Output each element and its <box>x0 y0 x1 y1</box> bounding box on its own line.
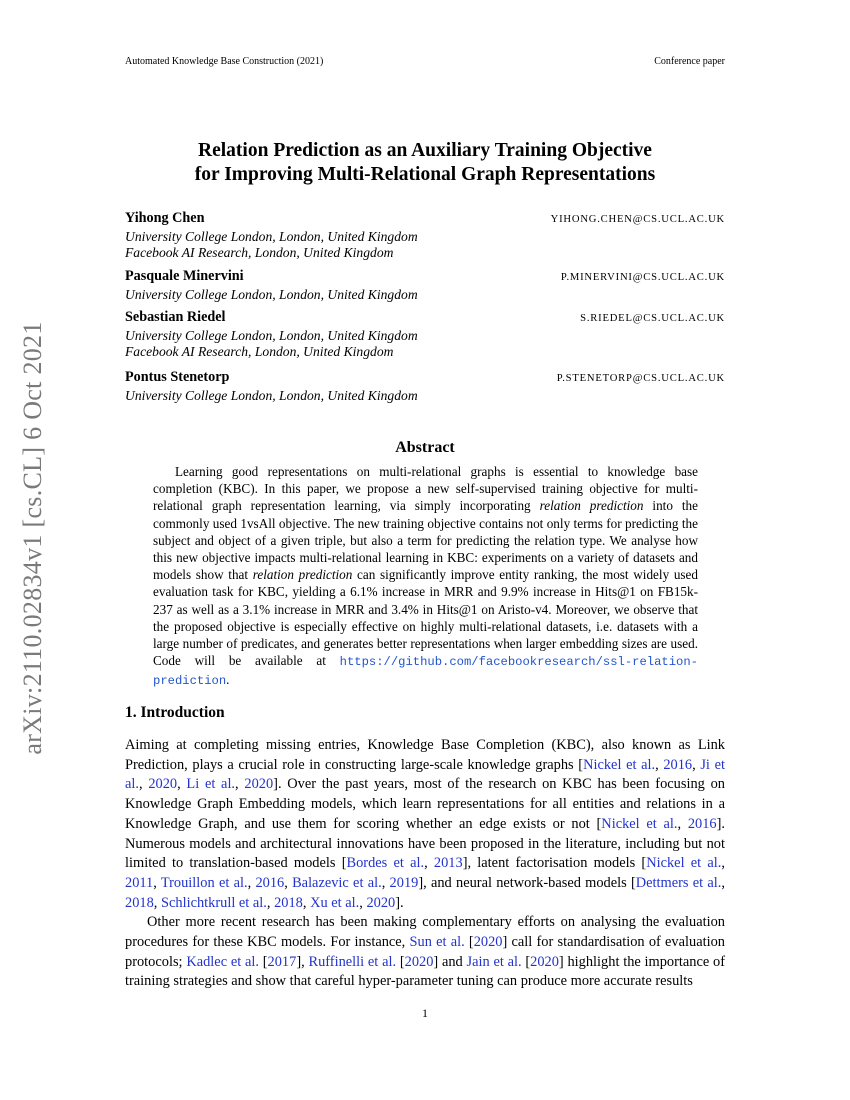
author-affiliation: University College London, London, United Kingdom <box>125 286 418 302</box>
author-email: S.RIEDEL@CS.UCL.AC.UK <box>580 313 725 324</box>
citation-link[interactable]: Nickel et al. <box>583 756 656 773</box>
intro-paragraph-1 <box>125 736 725 913</box>
text: , <box>138 776 149 793</box>
text: ]. Numerous models and architectural innovations have been proposed in the literature, including but not limited to translation-based models [ <box>125 815 725 872</box>
author-name: Yihong Chen <box>125 210 205 226</box>
text: , <box>359 894 367 911</box>
text: , <box>692 756 701 773</box>
author-name: Pontus Stenetorp <box>125 369 230 385</box>
text: , <box>177 776 187 793</box>
author-block-1 <box>125 210 725 262</box>
citation-link[interactable]: Jain et al. <box>466 953 522 970</box>
citation-link[interactable]: Ji et al. <box>125 756 725 793</box>
code-url-link[interactable]: https://github.com/facebookresearch/ssl-relation-prediction <box>153 655 698 689</box>
citation-link[interactable]: 2020 <box>473 934 503 951</box>
citation-link[interactable]: 2020 <box>530 953 559 970</box>
citation-link[interactable]: Bordes et al. <box>346 855 425 872</box>
citation-link[interactable]: 2018 <box>274 894 303 911</box>
citation-link[interactable]: 2020 <box>366 894 396 911</box>
text: , <box>677 815 688 832</box>
section-heading: 1. Introduction <box>125 704 225 721</box>
citation-link[interactable]: Kadlec et al. <box>186 953 259 970</box>
text: Aiming at completing missing entries, Knowledge Base Completion (KBC), also known as Link Prediction, plays a crucial role in constructing large-scale knowledge graphs [ <box>125 737 725 773</box>
citation-link[interactable]: Sun et al. <box>409 934 465 951</box>
abstract-part: can significantly improve entity ranking, the most widely used evaluation task for KBC, yielding a 6.1% increase in MRR and 9.9% increase in Hits@1 on FB15k-237 as well as a 3.1% increase in MRR and 3.4% in Hits@1 on Aristo-v4. Moreover, we observe that the proposed objective is especially effective on highly multi-relational datasets, i.e. datasets with a large number of predicates, and generates better representations when larger embedding sizes are used. Code will be available at <box>153 567 698 669</box>
citation-link[interactable]: Nickel et al. <box>646 855 722 872</box>
author-block-4 <box>125 369 725 404</box>
author-affiliation: Facebook AI Research, London, United Kingdom <box>125 245 394 260</box>
citation-link[interactable]: 2020 <box>244 776 274 793</box>
citation-link[interactable]: 2011 <box>125 874 154 891</box>
arxiv-stamp <box>16 303 50 773</box>
citation-link[interactable]: Ruffinelli et al. <box>308 953 397 970</box>
author-block-2 <box>125 268 725 303</box>
text: ] call for standardisation of evaluation protocols; <box>125 934 725 970</box>
citation-link[interactable]: 2016 <box>255 874 285 891</box>
text: [ <box>521 953 531 970</box>
running-header-right: Conference paper <box>654 56 725 67</box>
text: , <box>266 894 275 911</box>
citation-link[interactable]: Schlichtkrull et al. <box>160 894 267 911</box>
text: , <box>424 855 434 872</box>
citation-link[interactable]: 2019 <box>389 874 419 891</box>
text: , <box>302 894 311 911</box>
title-line-2: for Improving Multi-Relational Graph Representations <box>194 164 656 185</box>
author-affiliation: Facebook AI Research, London, United Kingdom <box>125 344 394 359</box>
author-email: P.STENETORP@CS.UCL.AC.UK <box>556 373 725 384</box>
author-affiliation: University College London, London, United Kingdom <box>125 228 418 244</box>
text: ] and <box>433 953 467 970</box>
arxiv-stamp-text: arXiv:2110.02834v1 [cs.CL] 6 Oct 2021 <box>18 321 47 755</box>
citation-link[interactable]: Nickel et al. <box>601 815 678 832</box>
text: Other more recent research has been making complementary efforts on analysing the evaluation procedures for these KBC models. For instance, <box>125 914 725 951</box>
author-affiliation: University College London, London, United Kingdom <box>125 387 418 403</box>
citation-link[interactable]: Balazevic et al. <box>292 874 382 891</box>
text: [ <box>258 953 268 970</box>
text: , <box>721 874 726 891</box>
abstract-emphasis: relation prediction <box>539 498 644 514</box>
text: [ <box>464 934 474 951</box>
page-number: 1 <box>422 1006 428 1020</box>
text: , <box>284 874 293 891</box>
paper-title <box>125 139 725 187</box>
abstract-part: Learning good representations on multi-relational graphs is essential to knowledge base completion (KBC). In this paper, we propose a new self-supervised training objective for multi-relational graph representation learning, via simply incorporating <box>153 464 698 514</box>
citation-link[interactable]: Xu et al. <box>310 894 360 911</box>
text: ]. <box>395 894 404 911</box>
citation-link[interactable]: Li et al. <box>186 776 236 793</box>
text: , <box>153 874 161 891</box>
citation-link[interactable]: Trouillon et al. <box>160 874 248 891</box>
running-header-left: Automated Knowledge Base Construction (2021) <box>125 56 324 67</box>
abstract-emphasis: relation prediction <box>252 567 353 583</box>
citation-link[interactable]: 2020 <box>148 776 178 793</box>
text: , <box>153 894 161 911</box>
author-email: YIHONG.CHEN@CS.UCL.AC.UK <box>550 214 725 225</box>
text: ]. Over the past years, most of the research on KBC has been focusing on Knowledge Graph Embedding models, which learn representations for all entities and relations in a Knowledge Graph, and use them for scoring whether an edge exists or not [ <box>125 776 725 832</box>
text: ] highlight the importance of training strategies and show that careful hyper-parameter tuning can produce more accurate results <box>125 953 726 990</box>
author-name: Pasquale Minervini <box>125 268 244 284</box>
text: , <box>381 874 390 891</box>
text: ], and neural network-based models [ <box>418 874 636 891</box>
author-email: P.MINERVINI@CS.UCL.AC.UK <box>560 272 725 283</box>
author-affiliation: University College London, London, United Kingdom <box>125 327 418 343</box>
citation-link[interactable]: 2016 <box>687 815 717 832</box>
citation-link[interactable]: 2020 <box>404 953 434 970</box>
intro-body <box>125 736 725 992</box>
title-line-1: Relation Prediction as an Auxiliary Training Objective <box>198 140 652 161</box>
text: ], <box>296 953 309 970</box>
citation-link[interactable]: 2016 <box>663 756 693 773</box>
citation-link[interactable]: 2018 <box>125 894 154 911</box>
intro-paragraph-2 <box>125 913 725 992</box>
citation-link[interactable]: Dettmers et al. <box>635 874 722 891</box>
abstract-part: into the commonly used 1vsAll objective. The new training objective contains not only terms for predicting the subject and object of a given triple, but also a term for predicting the relation type. We analyse how this new objective impacts multi-relational learning in KBC: experiments on a variety of datasets and models show that <box>153 498 698 583</box>
text: , <box>721 855 725 872</box>
text: , <box>235 776 245 793</box>
text: [ <box>396 953 405 970</box>
citation-link[interactable]: 2017 <box>267 953 297 970</box>
abstract-part: . <box>226 672 230 688</box>
citation-link[interactable]: 2013 <box>433 855 463 872</box>
text: , <box>247 874 256 891</box>
text: , <box>655 756 664 773</box>
abstract-text <box>153 463 698 691</box>
author-block-3 <box>125 309 725 361</box>
text: ], latent factorisation models [ <box>462 855 647 872</box>
abstract-heading: Abstract <box>395 439 455 456</box>
author-name: Sebastian Riedel <box>125 309 226 325</box>
